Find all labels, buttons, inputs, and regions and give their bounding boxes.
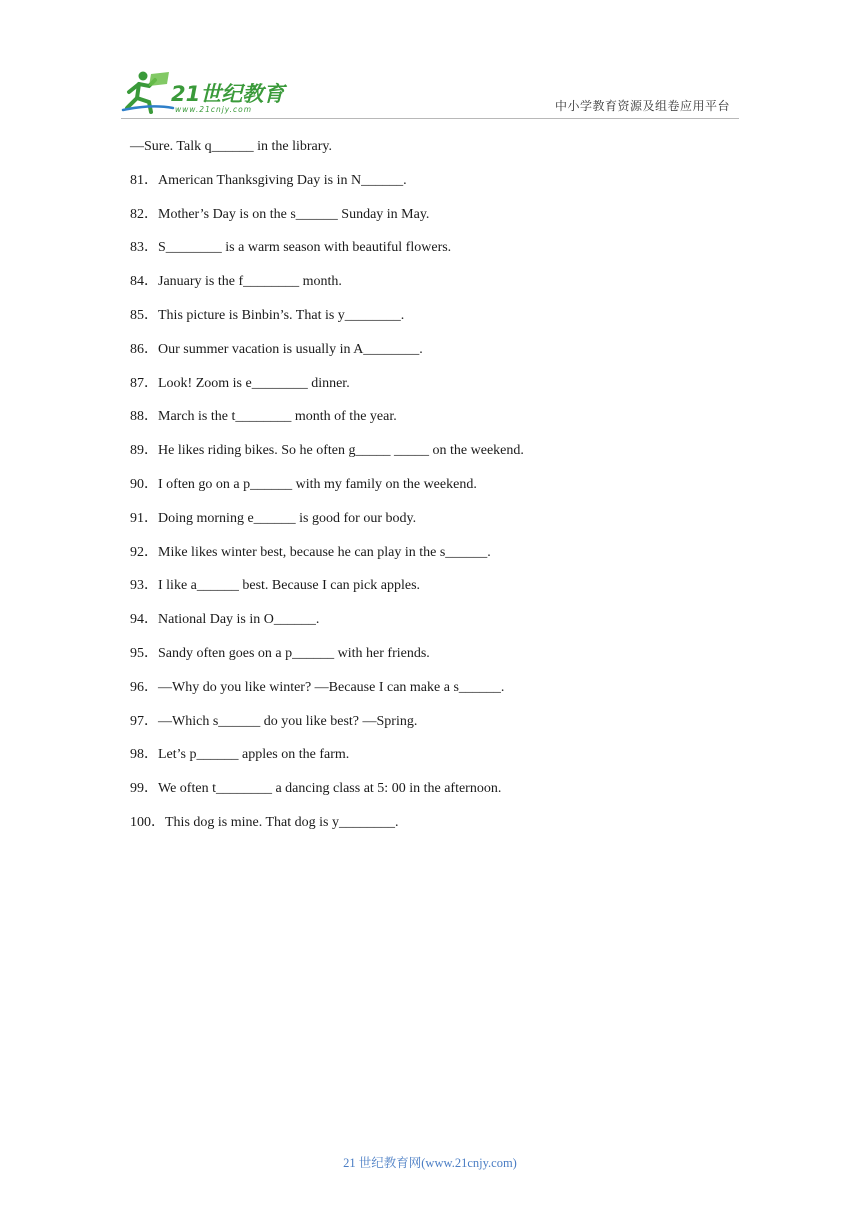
exercise-number: 89． [130,443,158,459]
exercise-item [130,205,750,239]
exercise-text: Look! Zoom is e________ dinner. [158,375,350,391]
exercise-item [130,137,750,171]
exercise-text: We often t________ a dancing class at 5: 00 in the afternoon. [158,781,502,797]
page-footer: 21 世纪教育网(www.21cnjy.com) [343,1156,517,1170]
exercise-number: 97． [130,713,158,729]
exercise-text: I often go on a p______ with my family on the weekend. [158,476,477,492]
exercise-number: 96． [130,679,158,695]
exercise-item [130,779,750,813]
exercise-item [130,374,750,408]
exercise-number: 99． [130,781,158,797]
exercise-item [130,171,750,205]
exercise-text: Let’s p______ apples on the farm. [158,747,350,763]
site-logo [121,70,291,116]
exercise-number: 98． [130,747,158,763]
header-divider [121,118,739,119]
exercise-text: January is the f________ month. [158,274,342,290]
exercise-text: Doing morning e______ is good for our body. [158,510,417,526]
exercise-item [130,644,750,678]
page-header [0,0,860,125]
exercise-list [130,137,750,847]
exercise-number: 94． [130,612,158,628]
exercise-text: Mother’s Day is on the s______ Sunday in May. [158,206,430,222]
exercise-item [130,678,750,712]
exercise-text: —Sure. Talk q______ in the library. [130,139,332,154]
exercise-text: I like a______ best. Because I can pick apples. [158,578,421,594]
exercise-item [130,610,750,644]
exercise-item [130,475,750,509]
exercise-number: 86． [130,341,158,357]
exercise-text: S________ is a warm season with beautiful flowers. [158,240,452,256]
exercise-item [130,712,750,746]
exercise-number: 88． [130,409,158,425]
logo-text: 21世纪教育 [171,82,285,106]
exercise-item [130,340,750,374]
exercise-number: 85． [130,307,158,323]
runner-icon [123,72,173,113]
exercise-item [130,272,750,306]
exercise-number: 87． [130,375,158,391]
exercise-item [130,407,750,441]
exercise-number: 100． [130,814,165,830]
exercise-number: 95． [130,645,158,661]
exercise-item [130,543,750,577]
exercise-number: 81． [130,172,158,188]
exercise-text: American Thanksgiving Day is in N______. [158,172,407,188]
exercise-number: 93． [130,578,158,594]
exercise-text: —Which s______ do you like best? —Spring. [158,713,418,729]
exercise-text: National Day is in O______. [158,612,320,628]
exercise-text: —Why do you like winter? —Because I can make a s______. [158,679,505,695]
exercise-text: This picture is Binbin’s. That is y________. [158,307,405,323]
exercise-number: 92． [130,544,158,560]
exercise-number: 82． [130,206,158,222]
exercise-item [130,813,750,847]
exercise-item [130,238,750,272]
exercise-number: 91． [130,510,158,526]
exercise-item [130,745,750,779]
exercise-text: Sandy often goes on a p______ with her friends. [158,645,430,661]
exercise-item [130,306,750,340]
exercise-item [130,576,750,610]
exercise-number: 83． [130,240,158,256]
exercise-item [130,441,750,475]
exercise-item [130,509,750,543]
exercise-number: 90． [130,476,158,492]
exercise-text: Mike likes winter best, because he can play in the s______. [158,544,491,560]
exercise-number: 84． [130,274,158,290]
logo-url: www.21cnjy.com [175,105,253,114]
header-tagline: 中小学教育资源及组卷应用平台 [554,99,730,113]
exercise-text: March is the t________ month of the year. [158,409,397,425]
exercise-text: He likes riding bikes. So he often g_____ _____ on the weekend. [158,443,524,459]
exercise-text: This dog is mine. That dog is y________. [165,814,399,830]
exercise-text: Our summer vacation is usually in A________. [158,341,423,357]
